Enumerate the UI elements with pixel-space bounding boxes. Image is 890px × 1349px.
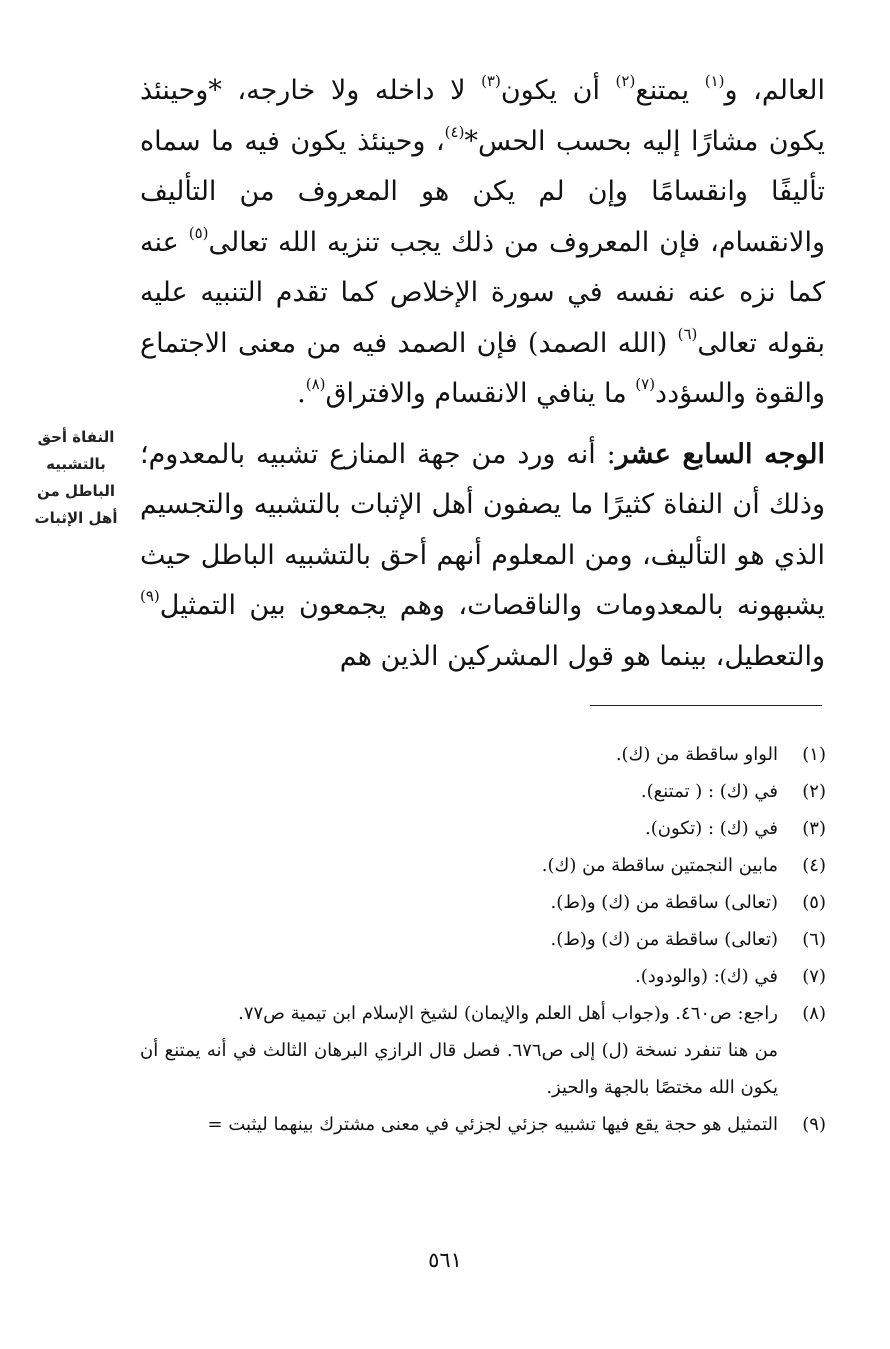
page-number: ٥٦١	[428, 1248, 462, 1272]
margin-note	[22, 424, 130, 532]
margin-note-line: أهل الإثبات	[34, 509, 118, 527]
footnote-number: (٢)	[802, 781, 826, 802]
footnote-separator	[590, 705, 822, 706]
footnote-ref-9[interactable]: (٩)	[140, 587, 160, 605]
footnote-ref-1[interactable]: (١)	[704, 72, 725, 90]
footnote-text: في (ك) : (تكون).	[645, 818, 778, 839]
footnote-number: (١)	[802, 744, 826, 765]
footnote-number: (٥)	[802, 892, 826, 913]
footnote-number: (٩)	[802, 1114, 826, 1135]
footnote-ref-2[interactable]: (٢)	[615, 72, 636, 90]
text-run: لا داخله ولا خارجه، *وحينئذ يكون مشارًا إليه بحسب الحس*	[140, 75, 826, 157]
footnote-4	[140, 847, 826, 884]
footnote-8	[140, 995, 826, 1032]
footnote-text: الواو ساقطة من (ك).	[615, 744, 778, 765]
footnote-number: (٤)	[802, 855, 826, 876]
footnote-2	[140, 773, 826, 810]
text-run: ما ينافي الانقسام والافتراق	[325, 378, 636, 409]
footnote-8-continuation: من هنا تنفرد نسخة (ل) إلى ص٦٧٦. فصل قال الرازي البرهان الثالث في أنه يمتنع أن يكون الله مختصًا بالجهة والحيز.	[140, 1040, 778, 1098]
footnote-text: في (ك) : ( تمتنع).	[640, 781, 778, 802]
footnote-6	[140, 921, 826, 958]
footnotes	[140, 736, 826, 1143]
section-heading: الوجه السابع عشر	[615, 438, 825, 470]
footnote-9	[140, 1106, 826, 1143]
main-text	[140, 66, 825, 682]
footnote-text: راجع: ص٤٦٠. و(جواب أهل العلم والإيمان) لشيخ الإسلام ابن تيمية ص٧٧.	[238, 1003, 778, 1024]
text-run: عنه كما نزه عنه نفسه في سورة الإخلاص كما تقدم التنبيه عليه بقوله تعالى	[140, 226, 825, 359]
footnote-text: (تعالى) ساقطة من (ك) و(ط).	[550, 929, 778, 950]
footnote-ref-8[interactable]: (٨)	[305, 375, 326, 393]
text-run: : أنه ورد من جهة المنازع تشبيه بالمعدوم؛ وذلك أن النفاة كثيرًا ما يصفون أهل الإثبات بالتشبيه والتجسيم الذي هو التأليف، ومن المعلوم أنهم أحق بالتشبيه الباطل حيث يشبهونه بالمعدومات والناقصات، وهم يجمعون بين التمثيل	[140, 438, 825, 621]
footnote-ref-6[interactable]: (٦)	[677, 324, 698, 343]
footnote-ref-7[interactable]: (٧)	[635, 375, 656, 393]
text-run: العالم، و	[724, 75, 825, 106]
footnote-ref-4[interactable]: (٤)	[444, 122, 465, 141]
footnote-number: (٧)	[802, 966, 826, 987]
footnote-text: (تعالى) ساقطة من (ك) و(ط).	[550, 892, 778, 913]
text-run: أن يكون	[500, 75, 616, 106]
footnote-3	[140, 810, 826, 847]
margin-note-line: الباطل من	[36, 482, 116, 500]
text-run: ، وحينئذ يكون فيه ما سماه تأليفًا وانقسامًا وإن لم يكن هو المعروف من التأليف والانقسام، فإن المعروف من ذلك يجب تنزيه الله تعالى	[140, 125, 825, 258]
footnote-5	[140, 884, 826, 921]
text-run: والتعطيل، بينما هو قول المشركين الذين هم	[339, 640, 825, 672]
footnote-1	[140, 736, 826, 773]
footnote-7	[140, 958, 826, 995]
paragraph-1	[140, 66, 825, 420]
margin-note-line: النفاة أحق	[37, 428, 115, 446]
footnote-number: (٦)	[802, 929, 826, 950]
footnote-number: (٣)	[802, 818, 826, 839]
text-run: يمتنع	[635, 75, 705, 106]
footnote-ref-5[interactable]: (٥)	[188, 223, 209, 242]
paragraph-2	[140, 430, 825, 683]
text-run: (الله الصمد) فإن الصمد فيه من معنى الاجتماع والقوة والسؤدد	[140, 327, 825, 409]
footnote-text: التمثيل هو حجة يقع فيها تشبيه جزئي لجزئي في معنى مشترك بينهما ليثبت =	[207, 1114, 778, 1135]
footnote-text: مابين النجمتين ساقطة من (ك).	[541, 855, 778, 876]
text-run: .	[297, 378, 306, 409]
footnote-ref-3[interactable]: (٣)	[481, 72, 501, 90]
margin-note-line: بالتشبيه	[46, 455, 106, 473]
footnote-text: في (ك): (والودود).	[635, 966, 778, 987]
footnote-number: (٨)	[802, 1003, 826, 1024]
